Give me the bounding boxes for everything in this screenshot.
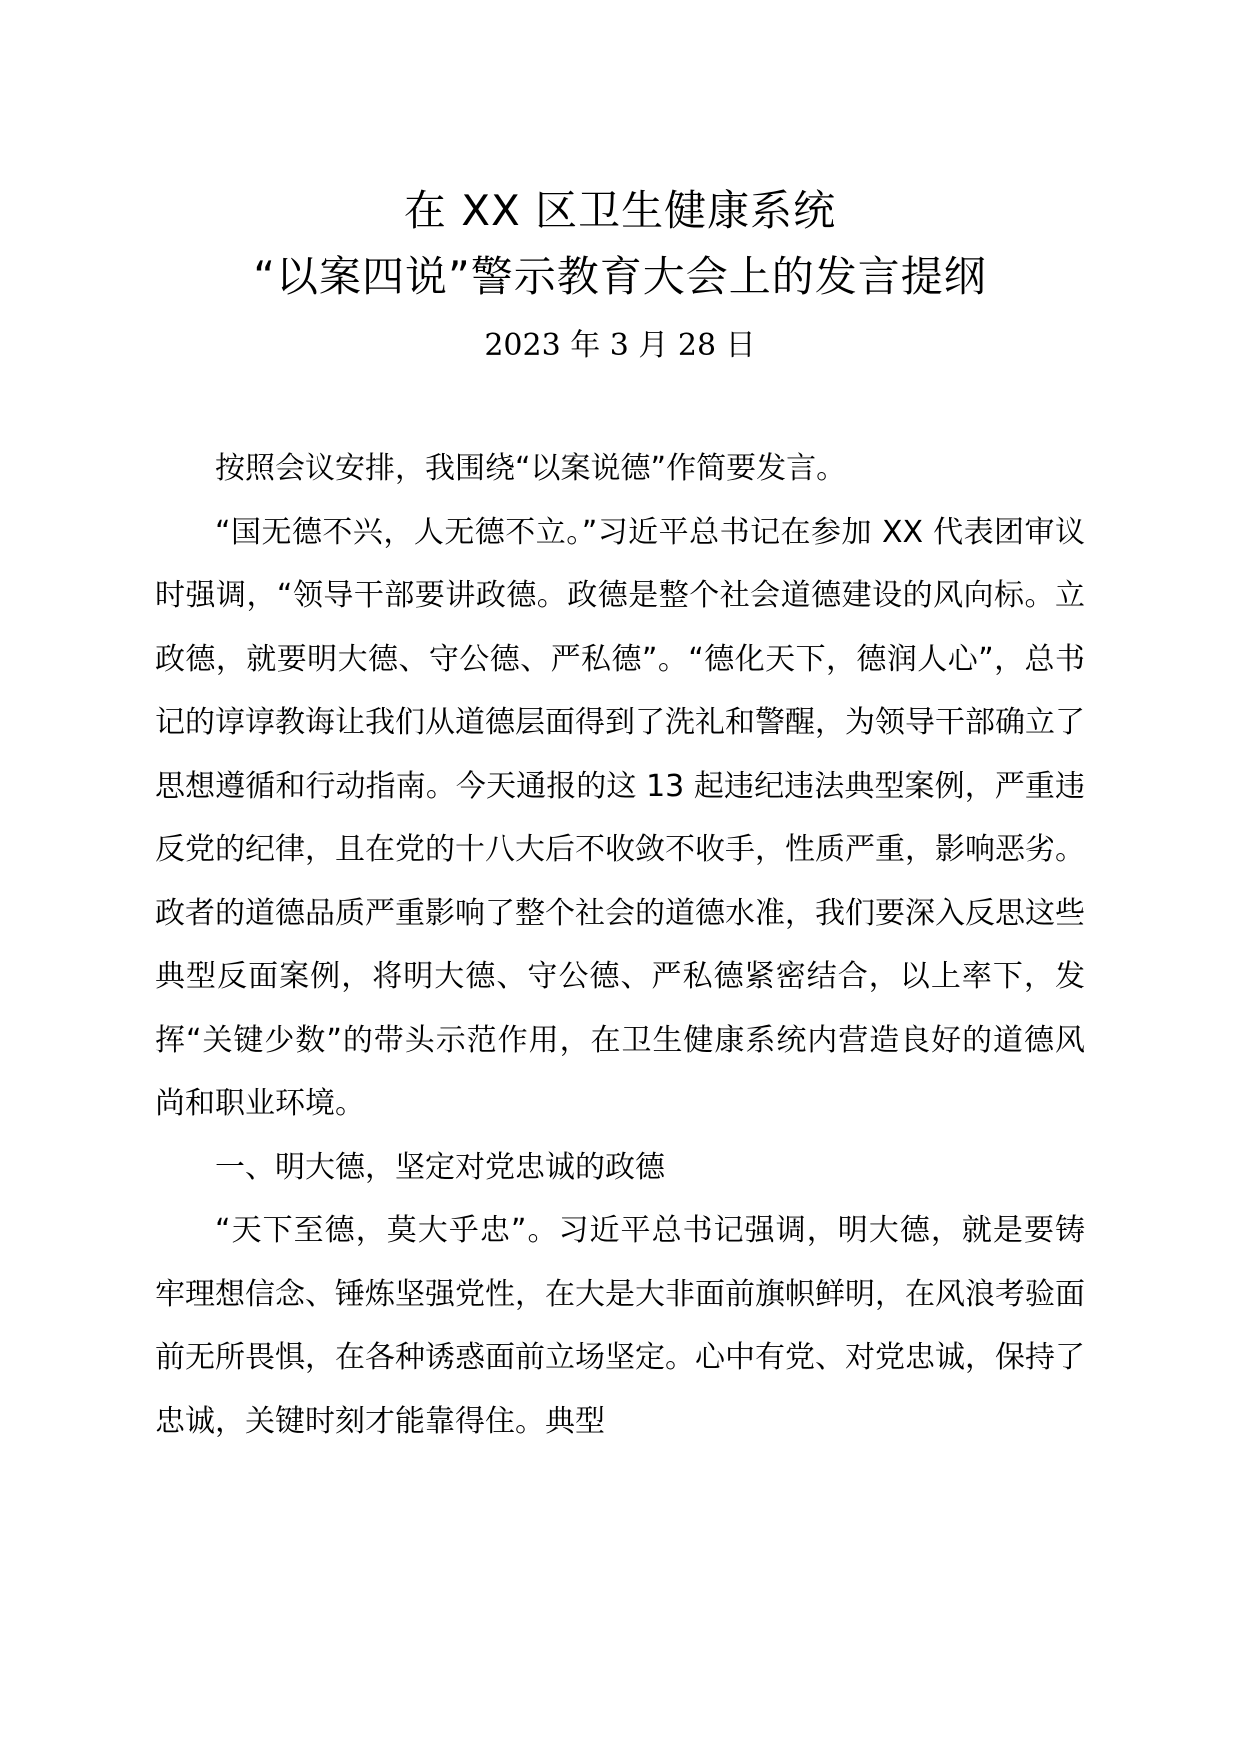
- paragraph-section-1: “天下至德，莫大乎忠”。习近平总书记强调，明大德，就是要铸牢理想信念、锤炼坚强党性，在大是大非面前旗帜鲜明，在风浪考验面前无所畏惧，在各种诱惑面前立场坚定。心中有党、对党忠诚，保持了忠诚，关键时刻才能靠得住。典型: [155, 1213, 1085, 1439]
- document-date: 2023 年 3 月 28 日: [484, 328, 756, 363]
- document-body: [155, 437, 1085, 1453]
- section-heading-1: 一、明大德，坚定对党忠诚的政德: [215, 1149, 665, 1185]
- paragraph-intro: 按照会议安排，我围绕“以案说德”作简要发言。: [215, 451, 847, 486]
- document-title-line-1: 在 XX 区卫生健康系统: [403, 186, 837, 235]
- paragraph-main: “国无德不兴，人无德不立。”习近平总书记在参加 XX 代表团审议时强调，“领导干部要讲政德。政德是整个社会道德建设的风向标。立政德，就要明大德、守公德、严私德”。“德化天下，德润人心”，总书记的谆谆教诲让我们从道德层面得到了洗礼和警醒，为领导干部确立了思想遵循和行动指南。今天通报的这 13 起违纪违法典型案例，严重违反党的纪律，且在党的十八大后不收敛不收手，性质严重，影响恶劣。政者的道德品质严重影响了整个社会的道德水准，我们要深入反思这些典型反面案例，将明大德、守公德、严私德紧密结合，以上率下，发挥“关键少数”的带头示范作用，在卫生健康系统内营造良好的道德风尚和职业环境。: [155, 514, 1085, 1121]
- document-title-line-2: “以案四说”警示教育大会上的发言提纲: [253, 252, 987, 301]
